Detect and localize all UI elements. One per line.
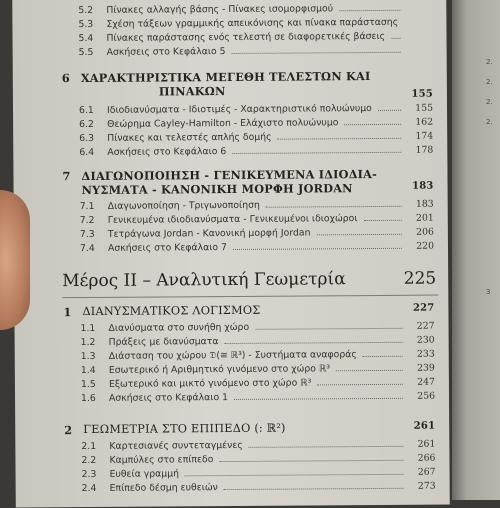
toc-entry[interactable]: 7.4 Ασκήσεις στο Κεφάλαιο 7 220 <box>79 240 435 255</box>
toc-entry[interactable]: 7.3 Τετράγωνα Jordan - Κανονική μορφή Jordan 206 <box>79 226 434 241</box>
toc-entry[interactable]: 1.2 Πράξεις με διανύσματα 230 <box>80 334 435 349</box>
toc-entry[interactable]: 5.4 Πίνακες παράστασης ενός τελεστή σε διαφορετικές βάσεις <box>12 30 446 44</box>
thumb <box>0 190 30 330</box>
toc-page <box>12 0 450 508</box>
toc-entry[interactable]: 1.5 Εξωτερικό και μικτό γινόμενο στο χώρο ℝ³ 247 <box>80 376 435 391</box>
next-page-stub: 2. <box>486 58 493 66</box>
chapter-heading-cont: ΝΥΣΜΑΤΑ - ΚΑΝΟΝΙΚΗ ΜΟΡΦΗ JORDAN 183 <box>81 180 434 198</box>
chapter-heading[interactable]: 6 ΧΑΡΑΚΤΗΡΙΣΤΙΚΑ ΜΕΓΕΘΗ ΤΕΛΕΣΤΩΝ ΚΑΙ <box>61 69 371 86</box>
chapter-heading[interactable]: 1 ΔΙΑΝΥΣΜΑΤΙΚΟΣ ΛΟΓΙΣΜΟΣ 227 <box>63 302 435 320</box>
part-heading[interactable]: Μέρος II – Αναλυτική Γεωμετρία 225 <box>62 268 437 292</box>
toc-entry[interactable]: 7.2 Γενικευμένα ιδιοδιανύσματα - Γενικευμένοι ιδιοχώροι 201 <box>79 212 434 227</box>
next-page-stub: 2. <box>486 98 493 106</box>
next-page-edge <box>452 0 500 500</box>
toc-entry[interactable]: 2.3 Ευθεία γραμμή 267 <box>81 466 436 481</box>
chapter-heading[interactable]: 2 ΓΕΩΜΕΤΡΙΑ ΣΤΟ ΕΠΙΠΕΔΟ (: ℝ²) 261 <box>64 420 436 438</box>
toc-entry[interactable]: 1.4 Εσωτερικό ή Αριθμητικό γινόμενο στο χώρο ℝ³ 239 <box>80 362 435 377</box>
next-page-stub: 2. <box>486 78 493 86</box>
toc-entry[interactable]: 6.2 Θεώρημα Cayley-Hamilton - Ελάχιστο πολυώνυμο 162 <box>79 116 434 131</box>
next-page-stub: 2. <box>486 118 493 126</box>
next-page-stub: 3 <box>486 288 491 296</box>
toc-entry[interactable]: 1.3 Διάσταση του χώρου 𝔇(≅ ℝ³) - Συστήματα αναφοράς 233 <box>80 348 435 363</box>
toc-entry[interactable]: 2.1 Καρτεσιανές συντεταγμένες 261 <box>81 438 436 453</box>
toc-entry[interactable]: 1.1 Διανύσματα στο συνήθη χώρο 227 <box>80 320 435 335</box>
toc-entry[interactable]: 5.5 Ασκήσεις στο Κεφάλαιο 5 <box>13 44 447 58</box>
toc-entry[interactable]: 7.1 Διαγωνοποίηση - Τριγωνοποίηση 183 <box>79 198 434 213</box>
toc-entry[interactable]: 5.2 Πίνακες αλλαγής βάσης - Πίνακες ισομορφισμού <box>12 2 446 16</box>
toc-entry[interactable]: 2.2 Καμπύλες στο επίπεδο 266 <box>81 452 436 467</box>
toc-entry[interactable]: 6.4 Ασκήσεις στο Κεφάλαιο 6 178 <box>79 144 434 159</box>
chapter-heading[interactable]: 7 ΔΙΑΓΩΝΟΠΟΙΗΣΗ - ΓΕΝΙΚΕΥΜΕΝΑ ΙΔΙΟΔΙΑ- <box>62 166 378 184</box>
toc-entry[interactable]: 1.6 Ασκήσεις στο Κεφάλαιο 1 256 <box>80 390 436 405</box>
toc-entry[interactable]: 6.3 Πίνακες και τελεστές απλής δομής 174 <box>79 130 434 145</box>
toc-entry[interactable]: 5.3 Σχέση τάξεων γραμμικής απεικόνισης και πίνακα παράστασης <box>78 16 399 31</box>
toc-entry[interactable]: 6.1 Ιδιοδιανύσματα - Ιδιοτιμές - Χαρακτηριστικό πολυώνυμο 155 <box>78 102 434 117</box>
divider <box>62 295 438 299</box>
toc-entry[interactable]: 2.4 Επίπεδο δέσμη ευθειών 273 <box>81 480 436 495</box>
chapter-heading-cont: ΠΙΝΑΚΩΝ 155 <box>158 84 433 100</box>
